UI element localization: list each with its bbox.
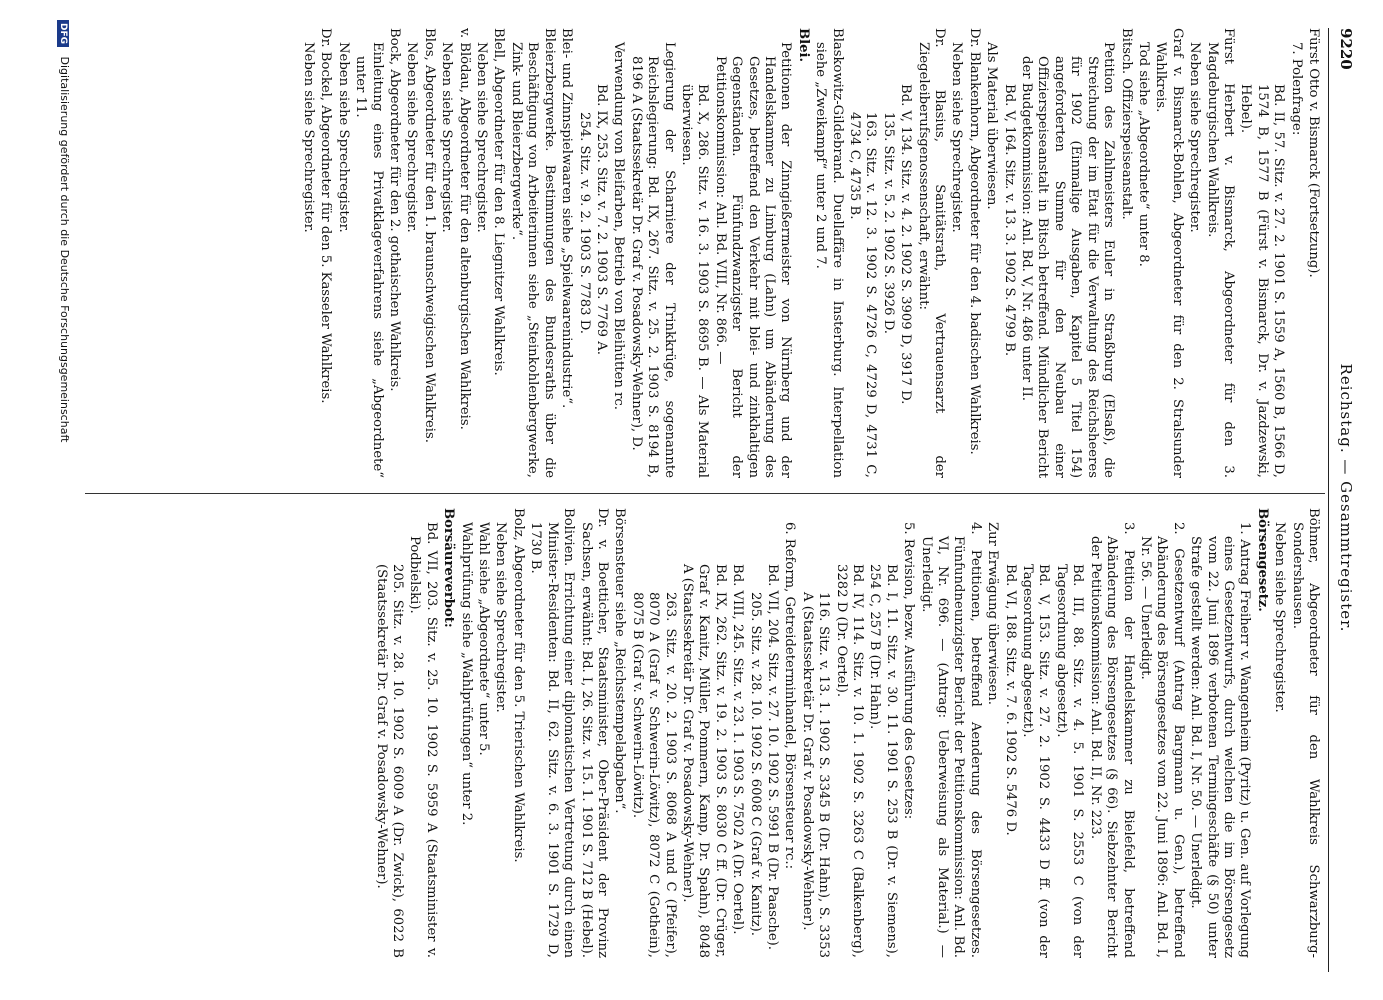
entry: Borsäureverbot: [441, 508, 457, 628]
entry: Bleierzbergwerke. Bestimmungen des Bundesraths über die Beschäftigung von Arbeiterinnen siehe „Steinkohlenbergwerke, Zink- und Bleierzbergwerke“. [508, 28, 557, 478]
entry: Bolivien. Errichtung einer diplomatischen Vertretung durch einen Minister-Residenten: Bd. II, 62. Sitz. v. 6. 3. 1901 S. 1729 D, 1730 B. [528, 508, 577, 958]
page-title: Reichstag. — Gesammtregister. [1337, 363, 1355, 633]
entry: Bd. VI, 188. Sitz. v. 7. 6. 1902 S. 5476 D. [1002, 564, 1018, 836]
entry: Bd. VIII, 245. Sitz. v. 23. 1. 1903 S. 7502 A (Dr. Oertel). [730, 564, 746, 935]
page-header [1331, 28, 1355, 968]
entry: Wahl siehe „Abgeordnete“ unter 5. [476, 522, 492, 756]
entry: 7. Polenfrage: [1288, 42, 1304, 136]
entry: Dr. Blankenhorn, Abgeordneter für den 4. badischen Wahlkreis. [966, 28, 982, 455]
entry: 6. Reform, Getreideterminhandel, Börsensteuer rc.: [782, 522, 798, 870]
entry: Bolz, Abgeordneter für den 5. Trierischen Wahlkreis. [510, 508, 526, 863]
entry: Dr. Bockel, Abgeordneter für den 5. Kasseler Wahlkreis. [318, 28, 334, 404]
entry: Neben siehe Sprechregister. [301, 42, 317, 233]
funding-note: Digitalisierung gefördert durch die Deutsche Forschungsgemeinschaft [58, 56, 71, 443]
entry: 205. Sitz. v. 28. 10. 1902 S. 6009 A (Dr. Zwick), 6022 B (Staatssekretär Dr. Graf v. Posadowsky-Wehner). [373, 564, 406, 958]
entry: v. Blödau, Abgeordneter für den altenburgischen Wahlkreis. [456, 28, 472, 430]
dfg-logo-icon: DFG [57, 20, 69, 47]
entry: Fürst Otto v. Bismarck (Fortsetzung). [1306, 28, 1321, 278]
entry: Neben siehe Sprechregister. [404, 42, 420, 233]
entry: Fürst Herbert v. Bismarck, Abgeordneter für den 3. Magdeburgischen Wahlkreis. [1204, 28, 1236, 478]
entry: 5. Revision, bezw. Ausführung des Gesetzes: [901, 522, 917, 820]
entry: Bd. X, 286. Sitz. v. 16. 3. 1903 S. 8695 B. — Als Material überwiesen. [678, 84, 711, 478]
entry: Neben siehe Sprechregister. [335, 42, 351, 233]
entry: Verwendung von Bleifarben, Betrieb von Bleihütten rc. [611, 42, 627, 410]
entry: Neben siehe Sprechregister. [474, 42, 490, 233]
entry: Bd. V, 134. Sitz. v. 4. 2. 1902 S. 3909 D, 3917 D. [898, 84, 914, 405]
header-rule [1328, 28, 1329, 972]
entry: Bd. I, 11. Sitz. v. 30. 11. 1901 S. 253 B (Dr. v. Siemens), 254 C, 257 B (Dr. Hahn). [867, 564, 899, 958]
entry: Bd. V, 153. Sitz. v. 27. 2. 1902 S. 4433 D ff. (von der Tagesordnung abgesetzt). [1020, 564, 1052, 958]
entry: 254. Sitz. v. 9. 2. 1903 S. 7783 D. [576, 112, 592, 335]
entry: Neben siehe Sprechregister. [493, 522, 509, 713]
entry: Blei. [795, 28, 811, 63]
entry: Petitionen der Zinngießermeister von Nürnberg und der Handelskammer zu Limburg (Lahn) um Abänderung des Gesetzes, betreffend den Verkehr mit blei- und zinkhaltigen Gegenständen. Fünfundzwanzigster Bericht der Petitionskommission: Anl. Bd. VIII, Nr. 866. — [712, 42, 794, 478]
entry: 1. Antrag Freiherr v. Wangenheim (Pyritz) u. Gen. auf Vorlegung eines Gesetzentwurfs, durch welchen die im Börsengesetz vom 22. Juni 1896 verbotenen Termingeschäfte (§ 50) unter Strafe gestellt werden: Anl. Bd. I, Nr. 50. — Unerledigt. [1188, 522, 1253, 958]
entry: Wahlprüfung siehe „Wahlprüfungen“ unter 2. [458, 522, 474, 826]
entry: Zur Erwägung überwiesen. [985, 522, 1001, 705]
entry: Legierung der Scharniere der Trinkkrüge, sogenannte Reichslegierung: Bd. IX, 267. Sitz. v. 25. 2. 1903 S. 8194 B, 8196 A (Staatssekretär Dr. Graf v. Posadowsky-Wehner), D. [628, 42, 677, 478]
entry: Blell, Abgeordneter für den 8. Liegnitzer Wahlkreis. [491, 28, 507, 376]
right-column [371, 508, 1321, 958]
entry: Bd. IV, 114. Sitz. v. 10. 1. 1902 S. 3263 C (Balkenberg), 3282 D (Dr. Oertel). [833, 564, 866, 958]
entry: Dr. v. Boetticher, Staatsminister, Ober-Präsident der Provinz Sachsen, erwähnt: Bd. I, 26. Sitz. v. 15. 1. 1901 S. 712 B (Hebel). [578, 508, 610, 958]
entry: Bd. V, 164. Sitz. v. 13. 3. 1902 S. 4799 B. [1001, 84, 1017, 357]
page-number: 9220 [1337, 28, 1355, 70]
entry: Börsensteuer siehe „Reichsstempelabgaben“. [612, 508, 628, 814]
entry: 205. Sitz. v. 28. 10. 1902 S. 6008 C (Graf v. Kanitz). [747, 592, 763, 936]
entry: Bd. IX, 253. Sitz. v. 7. 2. 1903 S. 7769 A. [593, 84, 609, 355]
entry: 135. Sitz. v. 5. 2. 1902 S. 3926 D. [880, 112, 896, 335]
entry: Graf v. Bismarck-Bohlen, Abgeordneter für den 2. Stralsunder Wahlkreis. [1153, 28, 1185, 478]
entry: Tod siehe „Abgeordnete“ unter 8. [1135, 42, 1151, 267]
entry: Bitsch. Offizierspeiseanstalt. [1118, 28, 1134, 220]
entry: Böhmer, Abgeordneter für den Wahlkreis Schwarzburg-Sondershausen. [1289, 508, 1321, 958]
entry: Als Material überwiesen. [984, 42, 1000, 210]
footer [51, 20, 71, 960]
entry: 116. Sitz. v. 13. 1. 1902 S. 3345 B (Dr. Hahn), S. 3353 A (Staatssekretär Dr. Graf v. Posadowsky-Wehner). [799, 592, 832, 958]
column-divider [85, 493, 1325, 494]
entry: Dr. Blasius, Sanitätsrath, Vertrauensarzt der Ziegeleiberufsgenossenschaft, erwähnt: [915, 28, 948, 478]
entry: Blei- und Zinnspielwaaren siehe „Spielwaarenindustrie“. [559, 28, 575, 409]
entry: Bock, Abgeordneter für den 2. gothaischen Wahlkreis. [387, 28, 403, 392]
entry: 163. Sitz. v. 12. 3. 1902 S. 4726 C, 4729 D, 4731 C, 4734 C, 4735 B. [847, 112, 879, 478]
entry: Einleitung eines Privatklageverfahrens siehe „Abgeordnete“ unter 11. [353, 42, 385, 478]
entry: 4. Petitionen, betreffend Aenderung des Börsengesetzes. Fünfundneunzigster Bericht der Petitionskommission: Anl. Bd. VI, Nr. 696. — (Antrag: Ueberweisung als Material.) — Unerledigt. [918, 522, 983, 958]
left-column [299, 28, 1321, 478]
entry: Blos, Abgeordneter für den 1. braunschweigischen Wahlkreis. [421, 28, 437, 443]
entry: Blaskowitz-Gildebrand. Duellaffäre in Insterburg. Interpellation siehe „Zweikampf“ unter 2 und 7. [813, 28, 845, 478]
entry: Neben siehe Sprechregister. [1187, 42, 1203, 233]
entry: Bd. VII, 203. Sitz. v. 25. 10. 1902 S. 5959 A (Staatsminister v. Podbielski). [407, 522, 439, 958]
entry: Börsengesetz. [1254, 508, 1270, 612]
entry: Neben siehe Sprechregister. [1272, 522, 1288, 713]
entry: 3. Petition der Handelskammer zu Bielefeld, betreffend Abänderung des Börsengesetzes (§ 66). Siebzehnter Bericht der Petitionskommission: Anl. Bd. II, Nr. 223. [1087, 522, 1136, 958]
entry: Bd. VII, 204. Sitz. v. 27. 10. 1902 S. 5991 B (Dr. Paasche). [765, 564, 780, 950]
entry: 2. Gesetzentwurf (Antrag Bargmann u. Gen.), betreffend Abänderung des Börsengesetzes vom 22. Juni 1896: Anl. Bd. I, Nr. 56. — Unerledigt. [1137, 522, 1186, 958]
entry: Neben siehe Sprechregister. [949, 42, 965, 233]
entry: Petition des Zahlmeisters Euler in Straßburg (Elsaß), die Streichung der im Etat für die Verwaltung des Reichsheeres für 1902 (Einmalige Ausgaben, Kapitel 5 Titel 154) angeforderten Summe für den Neubau einer Offizierspeiseanstalt in Bitsch betreffend. Mündlicher Bericht der Budgetkommission: Anl. Bd. V, Nr. 486 unter II. [1019, 42, 1117, 478]
entry: 263. Sitz. v. 20. 2. 1903 S. 8068 A und C (Pfeifer), 8070 A (Graf v. Schwerin-Löwitz), 8072 C (Gothein), 8075 B (Graf v. Schwerin-Löwitz). [629, 592, 678, 958]
entry: Bd. III, 88. Sitz. v. 4. 5. 1901 S. 2553 C (von der Tagesordnung abgesetzt). [1053, 564, 1086, 958]
entry: Bd. II, 57. Sitz. v. 27. 2. 1901 S. 1559 A, 1560 B, 1566 D, 1574 B, 1577 B (Fürst v. Bismarck, Dr. v. Jazdzewski, Hebel). [1238, 84, 1287, 478]
entry: Neben siehe Sprechregister. [439, 42, 455, 233]
entry: Bd. IX, 262. Sitz. v. 19. 2. 1903 S. 8030 C ff. (Dr. Crüger, Graf v. Kanitz, Müller, Pommern, Kamp, Dr. Spahn), 8048 A (Staatssekretär Dr. Graf v. Posadowsky-Wehner). [679, 564, 728, 958]
